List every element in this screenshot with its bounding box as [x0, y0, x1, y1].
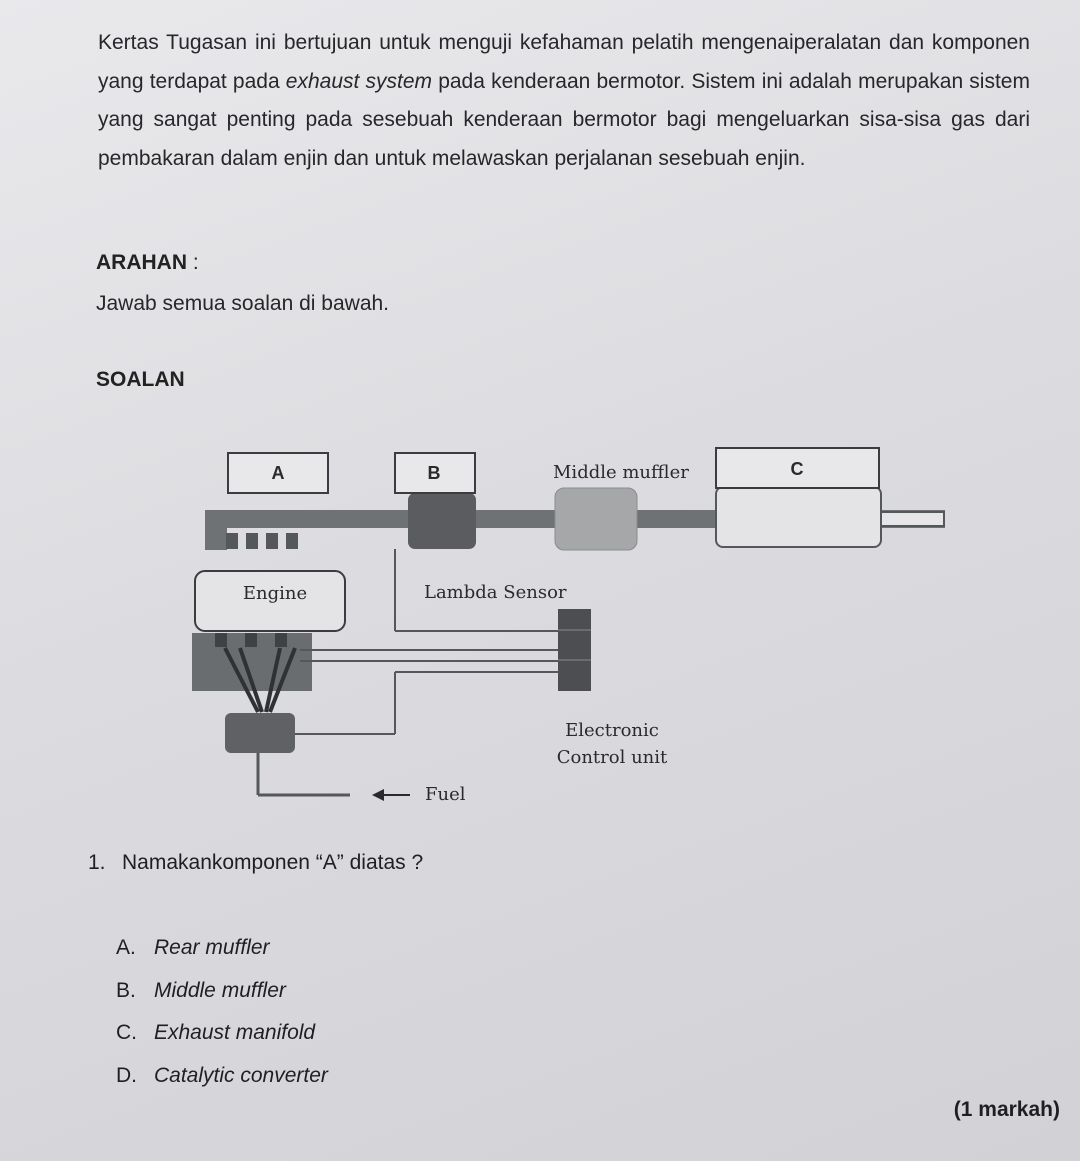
electronic-control-unit	[558, 609, 591, 691]
fuel-label: Fuel	[425, 784, 466, 805]
question-text: Namakankomponen “A” diatas ?	[122, 851, 424, 874]
option-b[interactable]	[116, 979, 286, 1003]
intake-port	[245, 633, 257, 647]
upper-manifold-port	[226, 533, 238, 549]
option-letter: A.	[116, 936, 136, 959]
tailpipe-end	[880, 512, 944, 526]
intro-text-end: pada kenderaan bermotor. Sistem ini adalah merupakan sistem yang sangat penting pada sesebuah kenderaan bermotor bagi mengeluarkan sisa-sisa gas dari pembakaran dalam enjin dan untuk melawaskan perjalanan sesebuah enjin.	[98, 69, 1030, 170]
question-number: 1.	[88, 851, 106, 874]
upper-manifold-port	[266, 533, 278, 549]
marks-label: (1 markah)	[953, 1098, 1060, 1121]
option-text: Exhaust manifold	[154, 1021, 316, 1044]
ecu-label-line2: Control unit	[556, 747, 668, 768]
intro-italic-term: exhaust system	[285, 69, 433, 93]
option-d[interactable]	[116, 1064, 328, 1088]
option-letter: B.	[116, 979, 136, 1002]
ecu-label-line1: Electronic	[565, 720, 659, 741]
label-c: C	[790, 459, 804, 479]
option-letter: D.	[116, 1064, 137, 1087]
upper-manifold-port	[286, 533, 298, 549]
label-a: A	[271, 463, 285, 483]
soalan-heading: SOALAN	[96, 368, 185, 391]
lambda-sensor-label: Lambda Sensor	[424, 582, 567, 603]
arahan-heading-text: ARAHAN	[96, 251, 187, 274]
component-b	[408, 493, 476, 549]
component-c-body	[716, 487, 881, 547]
middle-muffler-label: Middle muffler	[553, 462, 689, 483]
question-1	[88, 851, 423, 875]
option-text: Catalytic converter	[154, 1064, 328, 1087]
option-a[interactable]	[116, 936, 270, 960]
option-text: Middle muffler	[154, 979, 286, 1002]
arahan-colon: :	[187, 251, 199, 274]
pipe-bend	[205, 510, 227, 550]
middle-muffler	[555, 488, 637, 550]
option-text: Rear muffler	[154, 936, 270, 959]
option-c[interactable]	[116, 1021, 315, 1045]
option-letter: C.	[116, 1021, 137, 1044]
fuel-arrow-icon	[372, 789, 384, 801]
arahan-text: Jawab semua soalan di bawah.	[96, 292, 390, 315]
intake-port	[275, 633, 287, 647]
throttle-body	[225, 713, 295, 753]
intro-text-start: Kertas Tugasan ini bertujuan untuk menguji kefahaman pelatih mengenaiperalatan dan komponen yang terdapat pada	[98, 31, 1030, 93]
intake-port	[215, 633, 227, 647]
upper-manifold-port	[246, 533, 258, 549]
engine-label: Engine	[242, 583, 308, 604]
label-b: B	[427, 463, 441, 483]
